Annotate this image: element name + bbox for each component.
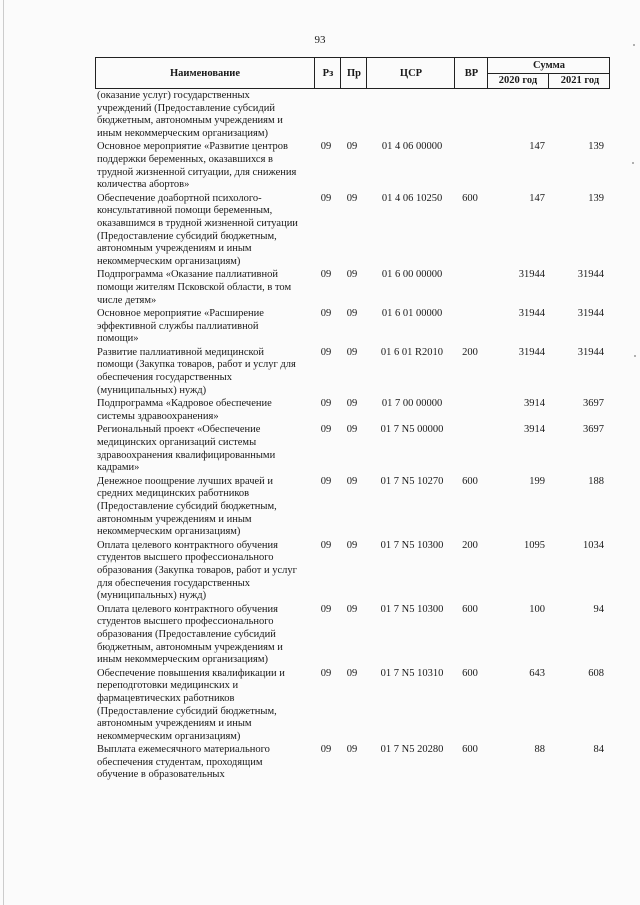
header-pr: Пр: [340, 58, 367, 88]
row-sum-2020: 3914: [524, 398, 545, 410]
row-rz: 09: [320, 667, 332, 679]
row-pr: 09: [346, 269, 358, 281]
row-csr: 01 7 N5 20280: [380, 744, 444, 756]
row-pr: 09: [346, 424, 358, 436]
row-name: Основное мероприятие «Расширение эффективной службы паллиативной помощи»: [97, 308, 264, 345]
row-rz: 09: [320, 308, 332, 320]
row-pr: 09: [346, 308, 358, 320]
table-row: [95, 308, 610, 346]
row-rz: 09: [320, 346, 332, 358]
row-name: Развитие паллиативной медицинской помощи (Закупка товаров, работ и услуг для обеспечения государственных (муниципальных) нужд): [97, 346, 296, 396]
row-csr: 01 4 06 10250: [381, 192, 443, 204]
table-row: [95, 604, 610, 667]
row-sum-2021: 94: [593, 603, 604, 615]
table-row: [95, 269, 610, 307]
scan-speck: [632, 162, 634, 164]
row-csr: 01 7 N5 00000: [380, 424, 444, 436]
row-vr: 600: [462, 192, 478, 204]
row-sum-2020: 1095: [524, 539, 545, 551]
row-sum-2020: 147: [529, 192, 545, 204]
row-csr: 01 6 00 00000: [381, 269, 443, 281]
row-vr: 600: [462, 744, 478, 756]
row-sum-2021: 1034: [583, 539, 604, 551]
table-row: [95, 476, 610, 539]
row-sum-2021: 84: [593, 744, 604, 756]
row-name: Подпрограмма «Оказание паллиативной помощи жителям Псковской области, в том числе детям»: [97, 269, 292, 306]
row-pr: 09: [346, 539, 358, 551]
row-rz: 09: [320, 603, 332, 615]
row-sum-2021: 3697: [583, 398, 604, 410]
row-csr: 01 7 00 00000: [381, 398, 443, 410]
row-pr: 09: [346, 398, 358, 410]
row-vr: 600: [462, 475, 478, 487]
table-row: [95, 193, 610, 269]
scan-speck: [634, 355, 636, 357]
row-sum-2021: 3697: [583, 424, 604, 436]
row-vr: 200: [462, 346, 478, 358]
row-name: Региональный проект «Обеспечение медицинских организаций системы здравоохранения квалифицированными кадрами»: [97, 424, 276, 474]
row-pr: 09: [346, 141, 358, 153]
row-csr: 01 7 N5 10310: [380, 667, 444, 679]
row-rz: 09: [320, 475, 332, 487]
row-sum-2020: 88: [534, 744, 545, 756]
header-year-2020: 2020 год: [498, 75, 538, 86]
row-pr: 09: [346, 603, 358, 615]
row-sum-2020: 643: [529, 667, 545, 679]
row-csr: 01 7 N5 10300: [380, 603, 444, 615]
row-sum-2020: 100: [529, 603, 545, 615]
header-csr: ЦСР: [366, 58, 455, 88]
row-sum-2021: 139: [588, 141, 604, 153]
row-name: Подпрограмма «Кадровое обеспечение системы здравоохранения»: [97, 398, 272, 422]
row-name: Основное мероприятие «Развитие центров поддержки беременных, оказавшихся в трудной жизненной ситуации, для снижения количества абортов»: [97, 141, 297, 191]
table-row: [95, 424, 610, 474]
table-row: [95, 744, 610, 782]
row-pr: 09: [346, 667, 358, 679]
table-row: [95, 347, 610, 397]
row-vr: 200: [462, 539, 478, 551]
header-rz: Рз: [314, 58, 341, 88]
row-name: Оплата целевого контрактного обучения студентов высшего профессионального образования (Закупка товаров, работ и услуг для обеспечения государственных (муниципальных) нужд): [97, 539, 297, 602]
table-header: [95, 57, 610, 89]
row-sum-2020: 147: [529, 141, 545, 153]
row-rz: 09: [320, 398, 332, 410]
row-vr: 600: [462, 667, 478, 679]
table-row: [95, 141, 610, 191]
row-sum-2021: 188: [588, 475, 604, 487]
row-name: Денежное поощрение лучших врачей и средних медицинских работников (Предоставление субсидий бюджетным, автономным учреждениям и иным некоммерческим организациям): [97, 475, 277, 538]
header-year-2021: 2021 год: [548, 73, 611, 88]
scan-margin-line: [3, 0, 4, 905]
page-number: 93: [314, 34, 326, 46]
row-name: Обеспечение повышения квалификации и переподготовки медицинских и фармацевтических работников (Предоставление субсидий бюджетным, автономным учреждениям и иным некоммерческим организациям): [97, 667, 285, 742]
table-row: [95, 90, 610, 140]
row-rz: 09: [320, 424, 332, 436]
row-pr: 09: [346, 475, 358, 487]
table-body: [95, 90, 610, 783]
row-sum-2020: 31944: [518, 308, 545, 320]
row-csr: 01 6 01 00000: [381, 308, 443, 320]
row-csr: 01 7 N5 10300: [380, 539, 444, 551]
table-row: [95, 668, 610, 744]
row-rz: 09: [320, 141, 332, 153]
table-row: [95, 398, 610, 423]
row-sum-2021: 608: [588, 667, 604, 679]
row-sum-2021: 139: [588, 192, 604, 204]
row-sum-2020: 31944: [518, 269, 545, 281]
table-row: [95, 540, 610, 603]
row-csr: 01 4 06 00000: [381, 141, 443, 153]
header-vr: ВР: [454, 58, 488, 88]
header-sum-group: [487, 58, 610, 88]
row-sum-2020: 3914: [524, 424, 545, 436]
row-pr: 09: [346, 744, 358, 756]
row-rz: 09: [320, 192, 332, 204]
row-sum-2020: 199: [529, 475, 545, 487]
header-name: Наименование: [170, 67, 240, 79]
row-name: Выплата ежемесячного материального обеспечения студентам, проходящим обучение в образовательных: [97, 744, 270, 781]
row-name: Оплата целевого контрактного обучения студентов высшего профессионального образования (Предоставление субсидий бюджетным, автономным учреждениям и иным некоммерческим организациям): [97, 603, 283, 666]
row-pr: 09: [346, 192, 358, 204]
row-name: (оказание услуг) государственных учреждений (Предоставление субсидий бюджетным, автономным учреждениям и иным некоммерческим организациям): [97, 90, 283, 139]
row-rz: 09: [320, 744, 332, 756]
row-sum-2020: 31944: [518, 346, 545, 358]
row-pr: 09: [346, 346, 358, 358]
row-rz: 09: [320, 539, 332, 551]
row-csr: 01 6 01 R2010: [380, 346, 444, 358]
row-sum-2021: 31944: [577, 269, 604, 281]
row-sum-2021: 31944: [577, 346, 604, 358]
header-sum: Сумма: [488, 58, 610, 74]
row-rz: 09: [320, 269, 332, 281]
row-csr: 01 7 N5 10270: [380, 475, 444, 487]
row-sum-2021: 31944: [577, 308, 604, 320]
row-name: Обеспечение доабортной психолого-консультативной помощи беременным, оказавшимся в трудной жизненной ситуации (Предоставление субсидий бюджетным, автономным учреждениям и иным некоммерческим организациям): [97, 192, 298, 267]
row-vr: 600: [462, 603, 478, 615]
